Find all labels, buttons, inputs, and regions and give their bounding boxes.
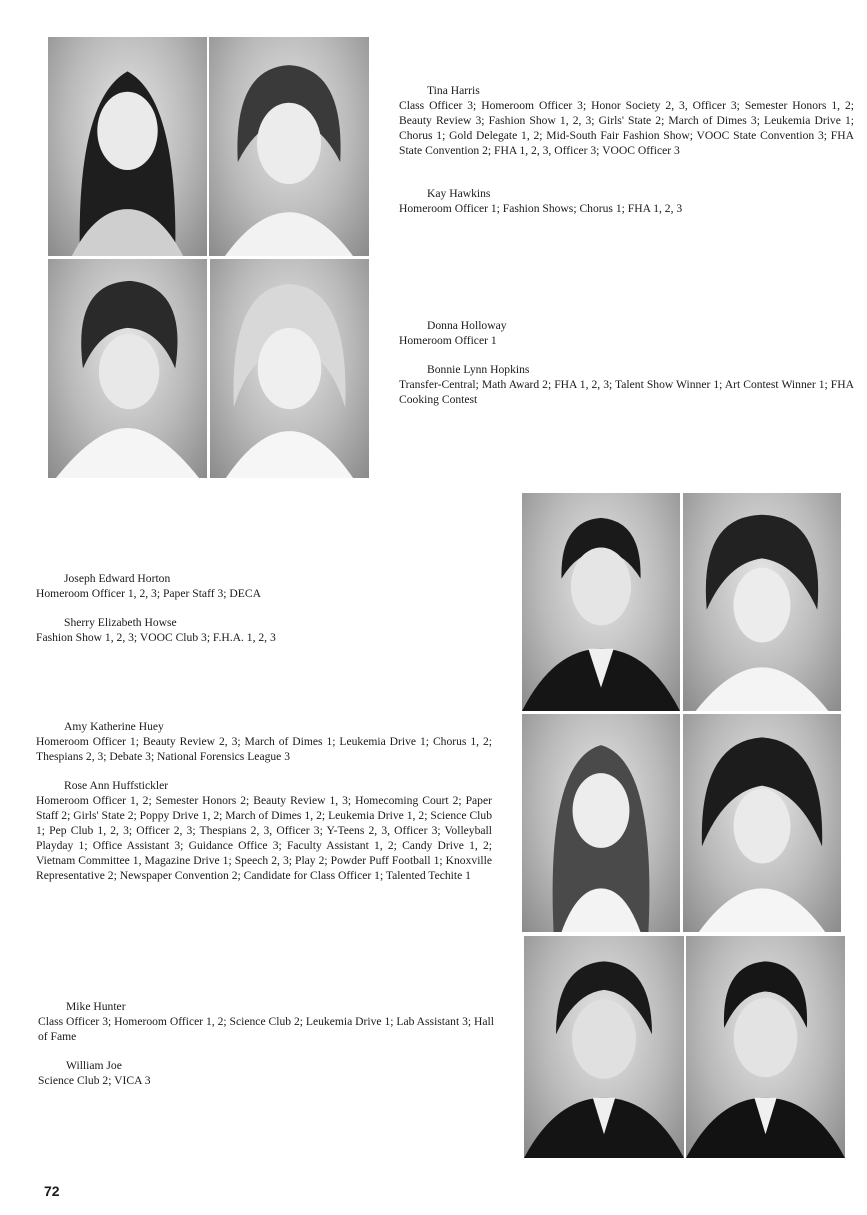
student-activities: Homeroom Officer 1, 2; Semester Honors 2; Beauty Review 1, 3; Homecoming Court 2; Paper Staff 2; Girls' State 2; Poppy Drive 1, 2; March of Dimes 1, 2; Leukemia Drive 1, 2; Science Club 1; Pep Club 1, 2, 3; Officer 2, 3; Thespians 2, 3, Officer 3; Y-Teens 2, 3, Officer 3; Volleyball Playday 1; Office Assistant 3; Guidance Office 3; Faculty Assistant 1, 2; Candy Drive 1, 2; Vietnam Committee 1, Magazine Drive 1; Speech 2, 3; Play 2; Powder Puff Football 1; Knoxville Representative 2; Newspaper Convention 2; Candidate for Class Officer 1; Talented Techite 1 bbox=[36, 794, 492, 882]
portrait-joseph-edward-horton bbox=[522, 493, 680, 711]
student-activities: Homeroom Officer 1; Beauty Review 2, 3; March of Dimes 1; Leukemia Drive 1; Chorus 1, 2; Thespians 2, 3; Debate 3; National Forensics League 3 bbox=[36, 735, 492, 763]
student-activities: Homeroom Officer 1 bbox=[399, 334, 497, 347]
entry-amy-katherine-huey bbox=[36, 719, 492, 764]
page-number: 72 bbox=[44, 1183, 60, 1199]
portrait-mike-hunter bbox=[524, 936, 684, 1158]
portrait-amy-katherine-huey bbox=[522, 714, 680, 932]
portrait-william-joe bbox=[686, 936, 845, 1158]
entry-kay-hawkins bbox=[399, 186, 854, 216]
student-activities: Fashion Show 1, 2, 3; VOOC Club 3; F.H.A. 1, 2, 3 bbox=[36, 631, 276, 644]
portrait-kay-hawkins bbox=[209, 37, 369, 256]
student-activities: Class Officer 3; Homeroom Officer 1, 2; Science Club 2; Leukemia Drive 1; Lab Assistant 3; Hall of Fame bbox=[38, 1015, 494, 1043]
entry-joseph-edward-horton bbox=[36, 571, 492, 601]
entry-sherry-elizabeth-howse bbox=[36, 615, 492, 645]
portrait-tina-harris bbox=[48, 37, 207, 256]
portrait-sherry-elizabeth-howse bbox=[683, 493, 841, 711]
student-name: Donna Holloway bbox=[427, 319, 507, 332]
student-name: Kay Hawkins bbox=[427, 187, 491, 200]
portrait-bonnie-lynn-hopkins bbox=[210, 259, 369, 478]
student-activities: Homeroom Officer 1; Fashion Shows; Chorus 1; FHA 1, 2, 3 bbox=[399, 202, 683, 215]
entry-mike-hunter bbox=[38, 999, 494, 1044]
student-name: Tina Harris bbox=[427, 84, 480, 97]
student-activities: Transfer-Central; Math Award 2; FHA 1, 2, 3; Talent Show Winner 1; Art Contest Winner 1; FHA Cooking Contest bbox=[399, 378, 854, 406]
student-activities: Class Officer 3; Homeroom Officer 3; Honor Society 2, 3, Officer 3; Semester Honors 1, 2; Beauty Review 3; Fashion Show 1, 2, 3; Girls' State 2; March of Dimes 3; Leukemia Drive 1; Chorus 1; Gold Delegate 1, 2; Mid-South Fair Fashion Show; VOOC State Convention 3; FHA State Convention 2; FHA 1, 2, 3, Officer 3; VOOC Officer 3 bbox=[399, 99, 854, 157]
entry-tina-harris bbox=[399, 83, 854, 158]
student-name: Rose Ann Huffstickler bbox=[64, 779, 169, 792]
entry-donna-holloway bbox=[399, 318, 854, 348]
student-name: Mike Hunter bbox=[66, 1000, 126, 1013]
student-activities: Homeroom Officer 1, 2, 3; Paper Staff 3; DECA bbox=[36, 587, 261, 600]
portrait-rose-ann-huffstickler bbox=[683, 714, 841, 932]
student-name: Amy Katherine Huey bbox=[64, 720, 164, 733]
student-name: William Joe bbox=[66, 1059, 122, 1072]
student-activities: Science Club 2; VICA 3 bbox=[38, 1074, 151, 1087]
entry-rose-ann-huffstickler bbox=[36, 778, 492, 883]
entry-william-joe bbox=[38, 1058, 494, 1088]
entry-bonnie-lynn-hopkins bbox=[399, 362, 854, 407]
portrait-donna-holloway bbox=[48, 259, 207, 478]
student-name: Bonnie Lynn Hopkins bbox=[427, 363, 530, 376]
student-name: Sherry Elizabeth Howse bbox=[64, 616, 177, 629]
student-name: Joseph Edward Horton bbox=[64, 572, 171, 585]
